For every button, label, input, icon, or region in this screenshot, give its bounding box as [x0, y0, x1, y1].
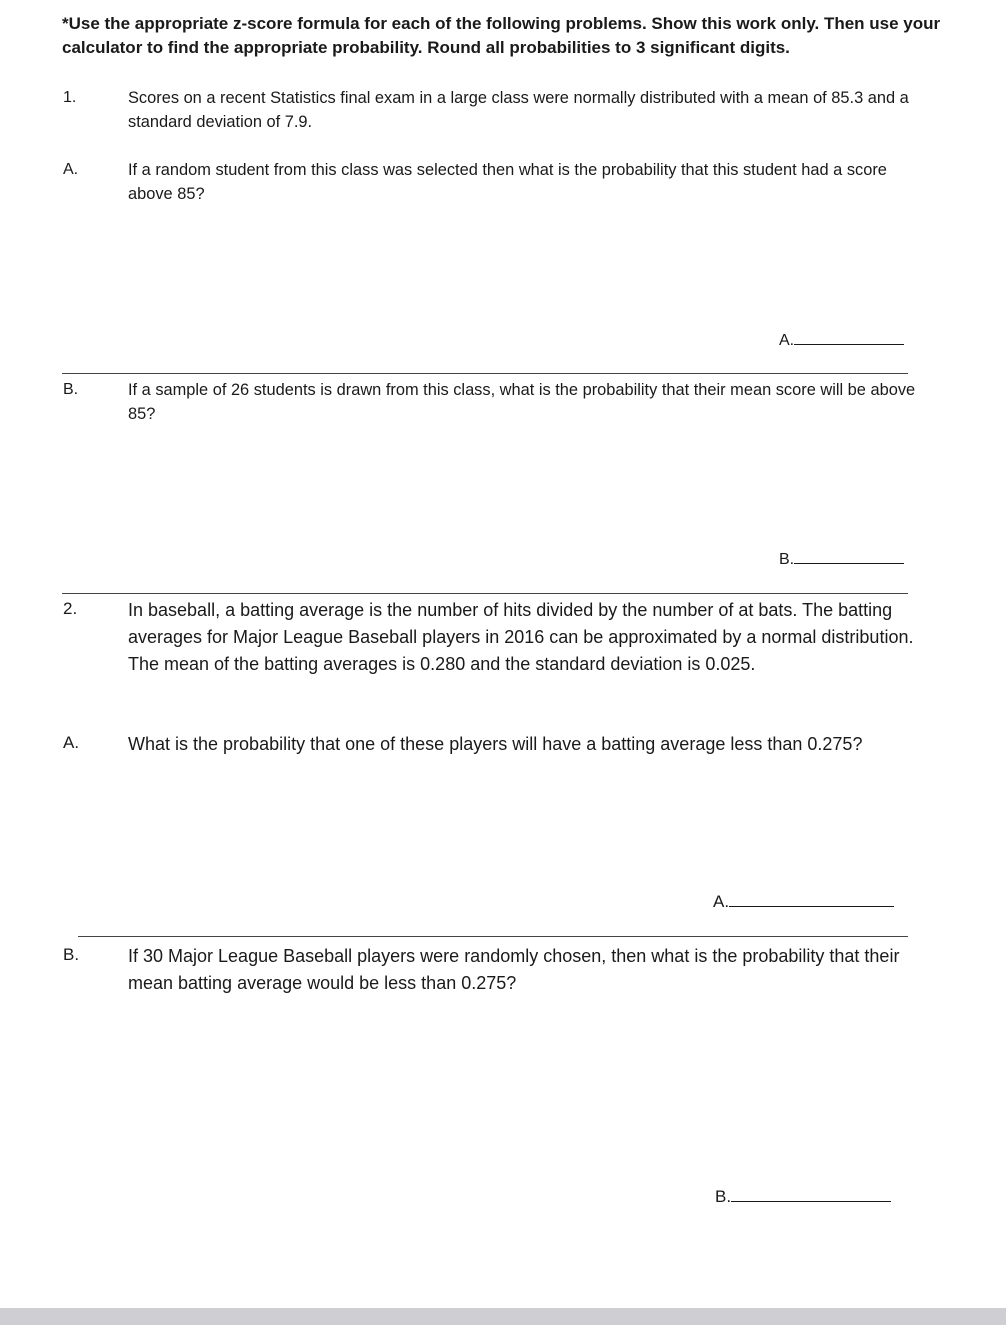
answer-2b-blank[interactable] [731, 1187, 891, 1202]
problem-2a-label: A. [63, 733, 80, 752]
answer-2b [715, 1186, 891, 1208]
problem-2-text: In baseball, a batting average is the number of hits divided by the number of at bats. The batting averages for Major League Baseball players in 2016 can be approximated by a normal distribution. The mean of the batting averages is 0.280 and the standard deviation is 0.025. [128, 600, 914, 674]
problem-1b-text: If a sample of 26 students is drawn from this class, what is the probability that their mean score will be above 85? [128, 381, 916, 423]
problem-2-number: 2. [63, 599, 78, 618]
instructions: *Use the appropriate z-score formula for each of the following problems. Show this work only. Then use your calculator to find the appropriate probability. Round all probabilities to 3 significant digits. [62, 14, 941, 57]
problem-1-text: Scores on a recent Statistics final exam in a large class were normally distributed with a mean of 85.3 and a standard deviation of 7.9. [128, 89, 909, 131]
answer-1b-blank[interactable] [794, 549, 904, 564]
answer-1a-blank[interactable] [794, 330, 904, 345]
bottom-bar [0, 1308, 1006, 1325]
answer-1a [779, 330, 904, 352]
problem-2b-text: If 30 Major League Baseball players were randomly chosen, then what is the probability that their mean batting average would be less than 0.275? [128, 946, 900, 993]
problem-1-number: 1. [63, 89, 77, 106]
answer-2a-label: A. [713, 892, 730, 911]
answer-2a-blank[interactable] [729, 892, 894, 907]
divider-1a [62, 373, 908, 374]
problem-2a-text: What is the probability that one of these players will have a batting average less than 0.275? [128, 734, 863, 754]
divider-1b [62, 593, 908, 594]
problem-1a-label: A. [63, 161, 79, 178]
answer-2a [713, 891, 894, 913]
answer-2b-label: B. [715, 1187, 732, 1206]
answer-1b [779, 549, 904, 571]
problem-1b-label: B. [63, 381, 79, 398]
answer-1a-label: A. [779, 332, 795, 349]
divider-2a [78, 936, 908, 937]
answer-1b-label: B. [779, 551, 795, 568]
problem-2b-label: B. [63, 945, 80, 964]
problem-1a-text: If a random student from this class was selected then what is the probability that this student had a score above 85? [128, 161, 887, 203]
